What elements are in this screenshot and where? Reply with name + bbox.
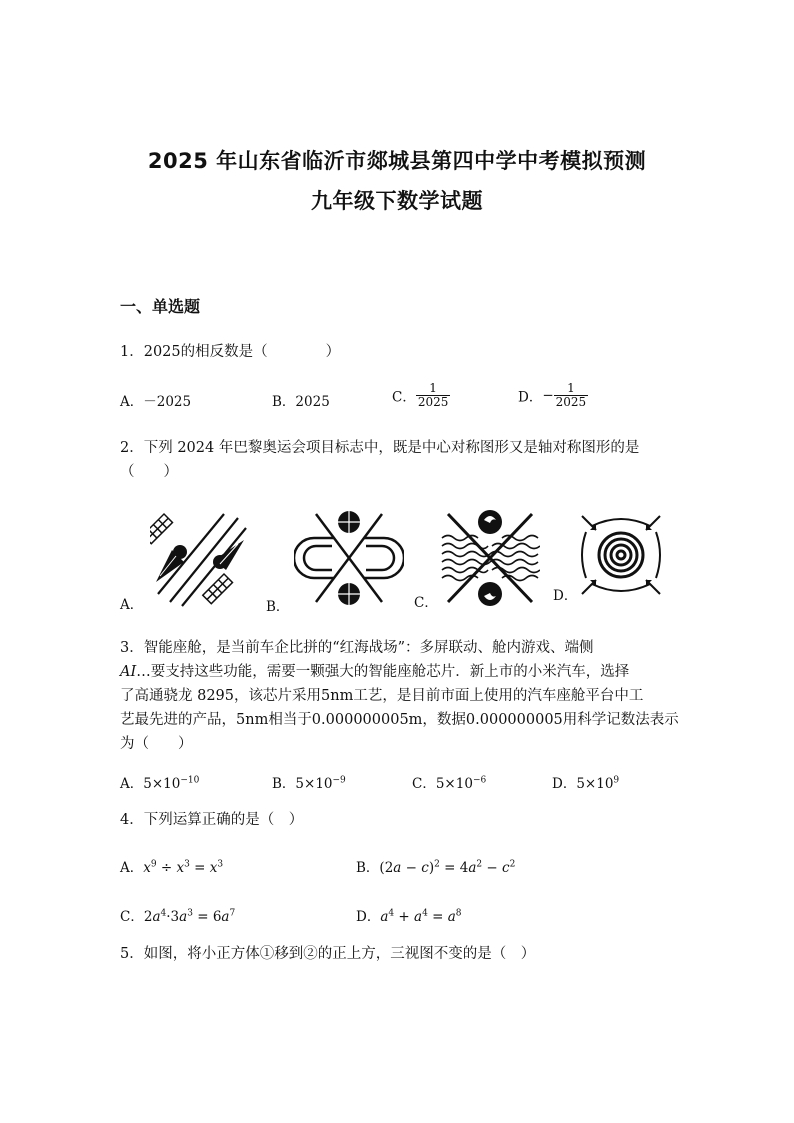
question-3-line-1: 3．智能座舱，是当前车企比拼的“红海战场”：多屏联动、舱内游戏、端侧 [120,640,594,656]
q4-option-b: B．$(2a - c)^2 = 4a^2 - c^2$ [356,859,516,876]
badminton-icon [150,510,250,610]
section-heading: 一、单选题 [120,297,201,316]
q1-option-a: A．－2025 [120,394,192,410]
question-1-stem: 1．2025的相反数是（ ） [120,344,341,360]
q4-option-d: D．$a^4 + a^4 = a^8$ [356,908,462,925]
q3-option-a: A．$5\times 10^{-10}$ [120,775,200,792]
question-5-stem: 5．如图，将小正方体①移到②的正上方，三视图不变的是（ ） [120,946,536,962]
question-3-line-4: 艺最先进的产品，5nm相当于0.000000005m，数据0.000000005用科学记数法表示 [120,712,679,728]
question-3-line-5: 为（ ） [120,736,193,752]
q1-option-d: D．− $\frac{1}{2025}$ [518,381,587,409]
question-4-stem: 4．下列运算正确的是（ ） [120,812,304,828]
archery-target-icon [578,512,664,598]
title-line-2: 九年级下数学试题 [311,189,483,213]
q2-option-d-label: D． [553,588,578,604]
q1-option-c: C． $\frac{1}{2025}$ [392,381,449,409]
question-3-line-3: 了高通骁龙 8295，该芯片采用5nm工艺，是目前市面上使用的汽车座舱平台中工 [120,688,644,704]
basketball-court-icon [294,508,404,608]
q3-option-d: D．$5\times 10^9$ [552,775,620,792]
q2-option-b-label: B． [266,599,290,615]
q3-option-c: C．$5\times 10^{-6}$ [412,775,487,792]
question-2-stem-line-2: （ ） [120,464,178,480]
q2-option-c-label: C． [414,595,438,611]
q2-option-a-label: A． [120,597,144,613]
title-line-1: 2025 年山东省临沂市郯城县第四中学中考模拟预测 [147,149,647,173]
question-3-line-2: AI…要支持这些功能，需要一颗强大的智能座舱芯片．新上市的小米汽车，选择 [120,664,630,680]
surfing-icon [440,508,540,608]
q4-option-c: C．$2a^4\cdot 3a^3 = 6a^7$ [120,908,236,925]
q3-option-b: B．$5\times 10^{-9}$ [272,775,346,792]
question-2-stem-line-1: 2．下列 2024 年巴黎奥运会项目标志中，既是中心对称图形又是轴对称图形的是 [120,440,640,456]
q4-option-a: A．$x^9 \div x^3 = x^3$ [120,859,224,876]
q1-option-b: B．2025 [272,394,330,410]
